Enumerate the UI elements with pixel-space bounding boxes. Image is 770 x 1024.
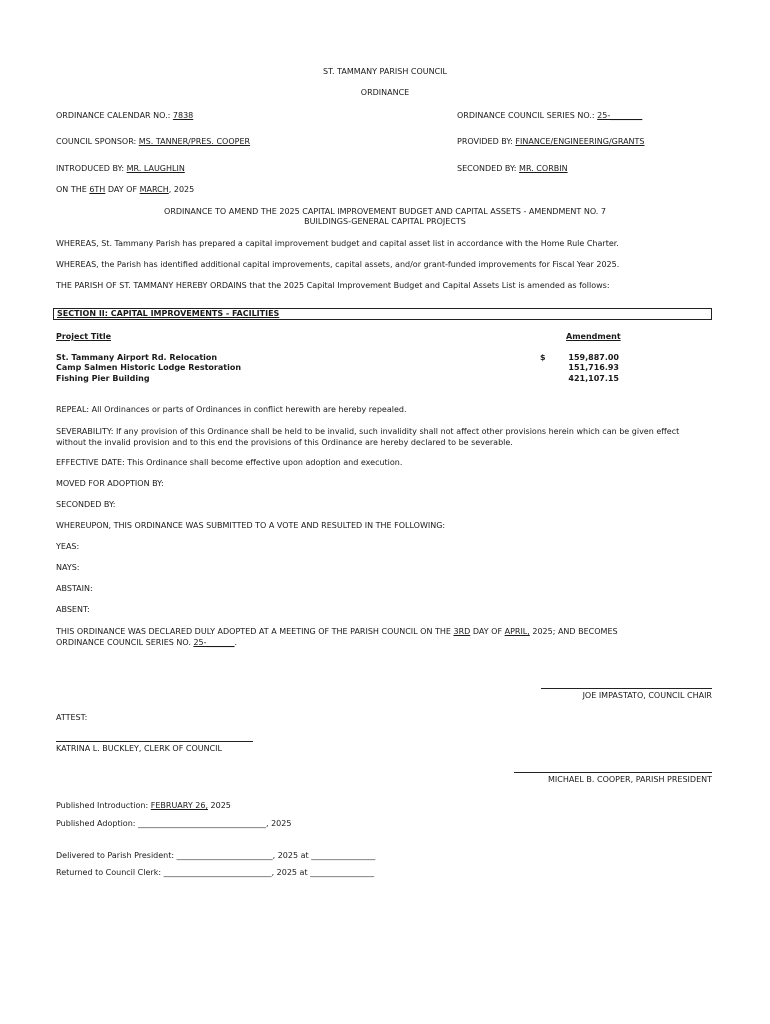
- seconded-by: [457, 164, 568, 174]
- seconded-label: SECONDED BY:: [457, 164, 517, 173]
- project-row-1-amount: 159,887.00: [568, 353, 619, 362]
- date-year: , 2025: [168, 185, 195, 194]
- provided-by: [457, 137, 645, 147]
- vote-yeas: YEAS:: [56, 542, 80, 551]
- project-row-1-title: St. Tammany Airport Rd. Relocation: [56, 353, 218, 362]
- seconded-by-vote: SECONDED BY:: [56, 500, 116, 509]
- adopted-text-a: THIS ORDINANCE WAS DECLARED DULY ADOPTED AT A MEETING OF THE PARISH COUNCIL ON THE: [56, 627, 451, 636]
- returned-to-clerk: Returned to Council Clerk: ___________________________, 2025 at ________________: [56, 868, 375, 877]
- published-intro-date: FEBRUARY 26,: [150, 801, 208, 810]
- introduced-by: [56, 164, 185, 174]
- adopted-series-value: 25-_______: [193, 638, 235, 647]
- adopted-month: APRIL,: [504, 627, 530, 636]
- whereupon-clause: WHEREUPON, THIS ORDINANCE WAS SUBMITTED TO A VOTE AND RESULTED IN THE FOLLOWING:: [56, 521, 446, 530]
- adopted-series-period: .: [234, 638, 238, 647]
- series-value: 25-________: [597, 111, 643, 120]
- published-intro-year: 2025: [210, 801, 231, 810]
- effective-date-clause: EFFECTIVE DATE: This Ordinance shall become effective upon adoption and execution.: [56, 458, 403, 467]
- president-signature-line: [514, 772, 712, 773]
- vote-nays: NAYS:: [56, 563, 80, 572]
- whereas-clause-1: WHEREAS, St. Tammany Parish has prepared a capital improvement budget and capital asset list in accordance with the Home Rule Charter.: [56, 239, 619, 248]
- clerk-name: KATRINA L. BUCKLEY, CLERK OF COUNCIL: [56, 744, 222, 753]
- project-row-3-amount: 421,107.15: [568, 374, 619, 383]
- published-adoption: Published Adoption: ________________________________, 2025: [56, 819, 292, 828]
- series-number: [457, 111, 642, 121]
- project-row-3-title: Fishing Pier Building: [56, 374, 150, 383]
- attest-label: ATTEST:: [56, 713, 88, 722]
- council-title: ST. TAMMANY PARISH COUNCIL: [323, 67, 447, 76]
- introduction-date: [56, 185, 194, 195]
- chair-signature-line: [541, 688, 712, 689]
- adoption-statement-line1: [56, 627, 618, 637]
- vote-absent: ABSENT:: [56, 605, 90, 614]
- provided-label: PROVIDED BY:: [457, 137, 513, 146]
- provided-value: FINANCE/ENGINEERING/GRANTS: [515, 137, 645, 146]
- calendar-number: [56, 111, 193, 121]
- section-heading-box: [53, 308, 712, 320]
- adopted-text-c: 2025; AND BECOMES: [532, 627, 618, 636]
- adopted-day: 3RD: [453, 627, 471, 636]
- adopted-series-label: ORDINANCE COUNCIL SERIES NO.: [56, 638, 191, 647]
- whereas-clause-2: WHEREAS, the Parish has identified additional capital improvements, capital assets, and/or grant-funded improvements for Fiscal Year 2025.: [56, 260, 620, 269]
- column-amendment: Amendment: [566, 332, 621, 341]
- calendar-label: ORDINANCE CALENDAR NO.:: [56, 111, 171, 120]
- repeal-clause: REPEAL: All Ordinances or parts of Ordinances in conflict herewith are hereby repealed.: [56, 405, 407, 414]
- adopted-text-b: DAY OF: [472, 627, 503, 636]
- vote-abstain: ABSTAIN:: [56, 584, 93, 593]
- published-introduction: [56, 801, 231, 811]
- ordains-clause: THE PARISH OF ST. TAMMANY HEREBY ORDAINS that the 2025 Capital Improvement Budget and Capital Assets List is amended as follows:: [56, 281, 610, 290]
- date-day: 6TH: [89, 185, 106, 194]
- moved-for-adoption: MOVED FOR ADOPTION BY:: [56, 479, 164, 488]
- council-sponsor: [56, 137, 250, 147]
- adoption-statement-line2: [56, 638, 237, 648]
- clerk-signature-line: [56, 741, 253, 742]
- project-row-2-amount: 151,716.93: [568, 363, 619, 372]
- severability-clause: SEVERABILITY: If any provision of this Ordinance shall be held to be invalid, such invalidity shall not affect other provisions herein which can be given effect without the invalid provision and to this end the provisions of this Ordinance are hereby declared to be severable.: [56, 427, 680, 447]
- column-project-title: Project Title: [56, 332, 112, 341]
- sponsor-label: COUNCIL SPONSOR:: [56, 137, 137, 146]
- introduced-label: INTRODUCED BY:: [56, 164, 125, 173]
- series-label: ORDINANCE COUNCIL SERIES NO.:: [457, 111, 595, 120]
- ordinance-title-line2: BUILDINGS-GENERAL CAPITAL PROJECTS: [304, 217, 466, 226]
- introduced-value: MR. LAUGHLIN: [126, 164, 185, 173]
- date-mid: DAY OF: [107, 185, 138, 194]
- date-prefix: ON THE: [56, 185, 87, 194]
- currency-symbol: $: [540, 353, 546, 362]
- delivered-to-president: Delivered to Parish President: ________________________, 2025 at ________________: [56, 851, 376, 860]
- date-month: MARCH: [139, 185, 169, 194]
- ordinance-title-line1: ORDINANCE TO AMEND THE 2025 CAPITAL IMPROVEMENT BUDGET AND CAPITAL ASSETS - AMENDMENT NO. 7: [164, 207, 606, 216]
- sponsor-value: MS. TANNER/PRES. COOPER: [138, 137, 251, 146]
- project-row-2-title: Camp Salmen Historic Lodge Restoration: [56, 363, 242, 372]
- chair-name: JOE IMPASTATO, COUNCIL CHAIR: [582, 691, 712, 700]
- president-name: MICHAEL B. COOPER, PARISH PRESIDENT: [548, 775, 712, 784]
- published-intro-label: Published Introduction:: [56, 801, 149, 810]
- section-heading: SECTION II: CAPITAL IMPROVEMENTS - FACILITIES: [57, 309, 280, 318]
- calendar-value: 7838: [172, 111, 194, 120]
- document-type: ORDINANCE: [360, 88, 410, 97]
- seconded-value: MR. CORBIN: [519, 164, 568, 173]
